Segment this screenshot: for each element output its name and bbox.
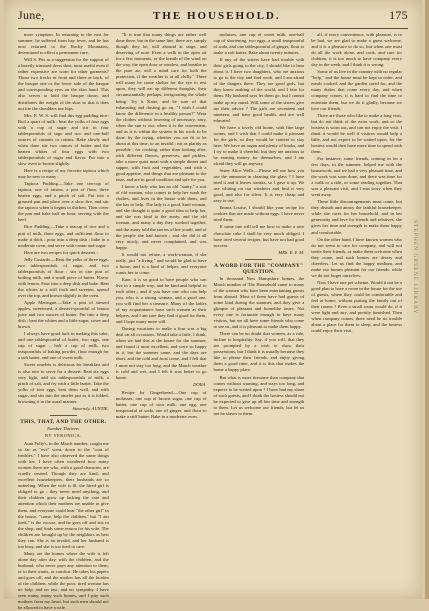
paragraph: Jelly Custards.—Beat the yolks of three eggs, two tablespoonfuls of sugar, and two tablespoonfuls of flour ; stir in one pint of boiling milk, and a small piece of butter. Flavor with lemon. Pour into a deep dish and bake. Beat the whites to a stiff froth and sweeten, spread over the top, and brown slightly in the oven.: [18, 256, 109, 298]
column-2: [116, 32, 207, 589]
page-header: [18, 8, 408, 28]
section-title: THIS, THAT, AND THE OTHER.: [20, 418, 107, 425]
page-number: 175: [389, 8, 408, 22]
header-title: THE HOUSEHOLD.: [152, 10, 281, 22]
paragraph: Rice Pudding.—Take a teacup of rice and a pint of milk, three eggs, and sufficient flour to make it thick ; pour into a deep dish ; bake in a moderate oven, and serve with cream and sugar.: [18, 224, 109, 248]
paragraph: Many are the homes where the wife is left alone day after day, with the children, and the husband, who never pays any attention to them, or to their wants, or comfort. He takes his papers and goes off, and the mother has all the burden of the children, while the poor, tired woman has no help, and no rest, and no sympathy. I have seen many, many such homes, and I pity such mothers from my heart, but such men should not be allowed to have a wife.: [18, 550, 109, 611]
paragraph: Here are two recipes for quick desserts :: [24, 249, 98, 255]
paragraph: We have a lovely old home, with fine large rooms, and I wish that I could make it pleasant for the girls, so they would be content to stay here. We have an organ and plenty of books, and I try to make it cheerful, but they are anxious to be earning money for themselves, and I am afraid they will go anyway.: [213, 124, 305, 166]
paragraph: There are those who like to make a long visit, but do not think of the extra work, and so the hostess is worn out, and can not enjoy the visit. I think it would be well if visitors would help a little, and not expect to be waited upon, for the hostess would then have more time to spend with them.: [311, 112, 402, 154]
column-4: [311, 32, 402, 589]
paragraph: Sweet omelets is delicious for breakfast and is also nice to serve for a dessert. Beat six eggs very light, add six tablespoonfuls of milk, a pinch of salt, and fry with a little butter. Take the yolks of four eggs, beat them well, and with sugar, and stir into the omelet just as it is folded, browning it in the usual manner.: [18, 362, 109, 404]
paragraph: molasses, one cup of sweet milk, one-half cup of shortening, two eggs, a small teaspoonful of soda, and one tablespoonful of ginger, flour to make a soft batter. Bake about twenty minutes.: [213, 32, 305, 56]
section-subtitle: Number Thirteen.: [47, 425, 80, 431]
paragraph: In thousand New Hampshire homes, the March number of The Household came to many of the women who have been entertaining guests from abroad. Most of them have had guests of some kind during the summer, and they give a glimpse of pleasant and homelike times. Not every one is fortunate enough to have many visitors, but we all have some friends who come to see us, and it is pleasant to make them happy.: [213, 275, 305, 330]
section-divider: [50, 415, 77, 416]
paragraph: Mrs. E. W. S. will find this egg pudding nice: Boil a quart of milk ; beat the yolks of four eggs with a cup of sugar and stir in four tablespoonfuls of sago and two and one-half ounces of currants or raisins. Bake slowly and when done stir two ounces of butter and the beaten whites of four eggs with two tablespoonfuls of sugar and flavor. Put into a slow oven to brown slightly.: [18, 112, 109, 166]
newspaper-page: [4, 0, 422, 611]
signature: Sincerely, AUNTIE.: [72, 405, 109, 411]
paragraph: If any of the sisters have had trouble with their girls going to the city, I should like to hear about it. I have two daughters, who are anxious to go to the city and find work, and I am afraid of the dangers there. They are good girls, but they know nothing of the world, and I fear for them. My husband says let them go, but I cannot make up my mind. Will some of the sisters give me their advice ? The girls are seventeen and nineteen, and have good health, and are well educated.: [213, 57, 305, 123]
paragraph: I always have good luck in making this cake, and one tablespoonful of butter, two eggs, one cup of sugar ; half a cup of milk, two teaspoonfuls of baking powder, flour enough for a soft batter, and one of sweet milk.: [18, 331, 109, 361]
column-1: [18, 32, 109, 611]
paragraph: During vacations to make a four was a big deal on all occasions. Would take a little, I think, when we had this at the house for the summer, and found it most excellent, and were so happy in it, but the summer came, and the days are short, and the cold and frost come, and I felt that I must not stay too long, and the March weather is cold and wet, and I felt it was better to go home.: [115, 326, 207, 380]
paragraph: Kate, it is so good to have people who can live in a simple way, and be kind and helpful to each other ; and if you have one who can help you, who is a strong woman, and a good one, you will find her a treasure. Many of the ladies of my acquaintance have such women as their helpers, and I am sure they find it good for them, and I hope many more will.: [115, 276, 207, 325]
library-stamp: STEPHEN GREENE LIBRARY: [412, 220, 418, 315]
paragraph: Aunt Polly's, in the March number, caught me so far as "eve" went, down to the "coat of freckles." I have also observed the same things with her. I have often wondered how many women there are who, with a good character, are cruelly treated. Though they are kind, and excellent housekeepers, their husbands are so unfeeling. When the wife is ill, the hired girl is obliged to go ; they never need anything, and their children grow up lacking the care and attention which their mothers are unable to give them, and everyone could hear "the other girl" in the house, "come, help the children," but "I am tired," is the excuse, and he goes off and sits in the shop, and finds some reason for his wife. The children are brought up by the neighbors as best they can. She is an invalid, and her husband is too busy, and she is too tired to care.: [18, 441, 109, 549]
paragraph: It would not refuse, a work-woman, if she really, just "a living," and would be glad to have a home, and is a kind of helper, and everyone wants her to come.: [115, 251, 207, 275]
paragraph: Some of us live in the country with no regular "help," and the house must be kept in order, and meals cooked, and the garden cared for, and the many duties that come every day, and when company comes, it is hard to find the time to entertain them, but we do it gladly, because we love our friends.: [311, 69, 402, 111]
paragraph: These little discouragements must come, but they disturb and annoy the faithful housekeeper, while she cares for her household, and in her generosity and love for friends and relatives, she gives her time and strength to make them happy and comfortable.: [311, 199, 402, 235]
section-title: A WORD FOR THE "COMPANY" QUESTION.: [214, 262, 304, 275]
paragraph: There can be no doubt that women, as a rule, incline to hospitality. Say, if you will, that they are prompted by a wish to show their possessions, but I think it is usually because they like to please their friends, and enjoy giving them a good time, and it is this that makes the home a happy place.: [213, 331, 305, 373]
paragraph: Here is a recipe of my favorite tapioca which may be new to many :: [18, 168, 109, 180]
paragraph: On the other hand, I have known women who do not seem to care for company, and will not invite their friends, or make them welcome when they come, and such homes are dreary and cheerless. Let us find the happy medium, and make our homes pleasant for our friends, while we do not forget ourselves.: [311, 236, 402, 278]
paragraph: I know a lady who has an old "aunty," a sort of old woman, who comes to help her wash the clothes, and lives in the house with them, and she has to help. The lady is a good, kind woman, and she thought it quite a good idea to help her, and she was kind to the aunty, and the old woman, and many a day they worked together, and the aunty told the stories of her youth, and of the people she had known ; and she did it all very nicely, and never complained, and was happy.: [115, 184, 207, 250]
signature: DORA.: [193, 381, 207, 387]
column-3: [214, 32, 305, 589]
paragraph: "It is true that many things are rather well done there, but in the same line, there are, simply though they be, will abound at stage, and deserving of note. Even a walk in the open air for a few moments, or the breath of the wind on the way, the open door or window, and breathe in the pure air, will a mind care for both the protection, if the weather is at all chilly." There will many be come shelter for the eye to rest upon, they will eat up different thoughts, their circumstantially perhaps; invigorating the whole being. Try it Katie, and be sure of that exhausting and dusting go on, "I wish I could know the difference in a healthy person?" Wear the clothes without lowering of necessary, easy, when the sun is out, when it is the convenient, and as it is within the system in his work to be done, by the trying, whether you are fit to be about at this time, or an invalid ; eat as plainly as possible ; for cooking, rather than looking after, with different flavors, preserves, and pickles, take a more quiet meal with a simple dinner and supper, with fruit and vegetables, and with a good appetite, and things that are pleasant to the taste, and are in good condition and safe for you.: [115, 32, 207, 183]
section-author: BY VERONICA.: [45, 432, 82, 438]
text-columns: [18, 32, 402, 611]
paragraph: Sister Alice Wells.—Please tell me how you use the ammonia in cleaning the glass ? I have tried it and it leaves streaks, so I gave it up. We use whiting on our windows and find it very good, and also for silver. It is very cheap and easy to use.: [213, 168, 305, 204]
paragraph: For instance, some friends, coming in for a few days, in the summer, helped me with the housework, and we had a very pleasant time, and the work was soon done, and there was time for a walk or a ride, or some reading together. That was a pleasant visit, and I was sorry when they went away.: [311, 155, 402, 198]
paragraph: Recipe for Gingerbread.—One cup of molasses, one cup of brown sugar, one cup of butter, one cup of sour milk, one egg, one teaspoonful of soda, one of ginger, and flour to make a stiff batter. Bake in a moderate oven.: [115, 389, 207, 419]
signature: MRS. E. F. M.: [278, 249, 305, 255]
header-rule: [18, 28, 408, 29]
header-month: June,: [18, 8, 45, 22]
section-divider: [245, 259, 272, 260]
paragraph: more symptom. In returning to the east for summer, he suffered from hay fever, and he has now returned to the Rocky Mountains, determined to effect a permanent cure.: [18, 32, 109, 56]
paragraph: Now I have one pet scheme. Would it not be a good plan to have a room in the house for the use of guests, where they could be comfortable and feel at home, without putting the family out of their rooms ? Even a small room would do, if it were light and airy, and prettily furnished. Then when company comes, there need be no trouble about a place for them to sleep, and the hostess could enjoy their visit.: [311, 279, 402, 334]
paragraph: Will S. Pits as a suggestion for the support of a heavily trimmed dress skirt, most useful even if rather expensive are worn for other garments? Those two frocks in front and three at back, of the basque one or the lower side of the basque and corresponding eyes on the skirt band. This also serves to hold the basque down, and distributes the weight of the skirt so that it does not tire the shoulders nor hips.: [18, 57, 109, 111]
paragraph: all, if every convenience, with pleasure, is to be had, we are glad to make a guest welcome, and it is a pleasure to do so, but when one must do all the work alone, and cook, and care for children, it is too much to have company every day in the week, and I think it is wrong.: [311, 32, 402, 68]
page-edge: [425, 0, 429, 599]
paragraph: Emma Louise, I should like your recipe for cookies that are made without eggs. I have never tried them.: [213, 205, 305, 223]
paragraph: Tapioca Pudding.—Take one tea-cup of tapioca, one of raisins, a pint of flour, three beaten eggs, and a pinch of salt. Put into a greased pan and place over a slow fire, and stir the tapioca when it begins to thicken. Then cover the pan and bake half an hour, serving with the beef.: [18, 181, 109, 223]
paragraph: Apple Meringue.—Take a pint of stewed apples, sweetened, a dessert-spoonful of lemon juice and two ounces of butter. Put into a deep dish ; beat the whites and a little sugar, cover and brown.: [18, 300, 109, 330]
paragraph: If some one will tell me how to make a nice chocolate cake I shall be very much obliged. I have tried several recipes, but have not had good success.: [213, 224, 305, 248]
paragraph: But what is more tiresome than company that comes without warning, and stays too long, and expects to be waited upon ? I have had my share of such guests, and I think the hostess should not be expected to give up all her time and strength to them. Let us welcome our friends, but let us not be slaves to them.: [213, 374, 305, 416]
